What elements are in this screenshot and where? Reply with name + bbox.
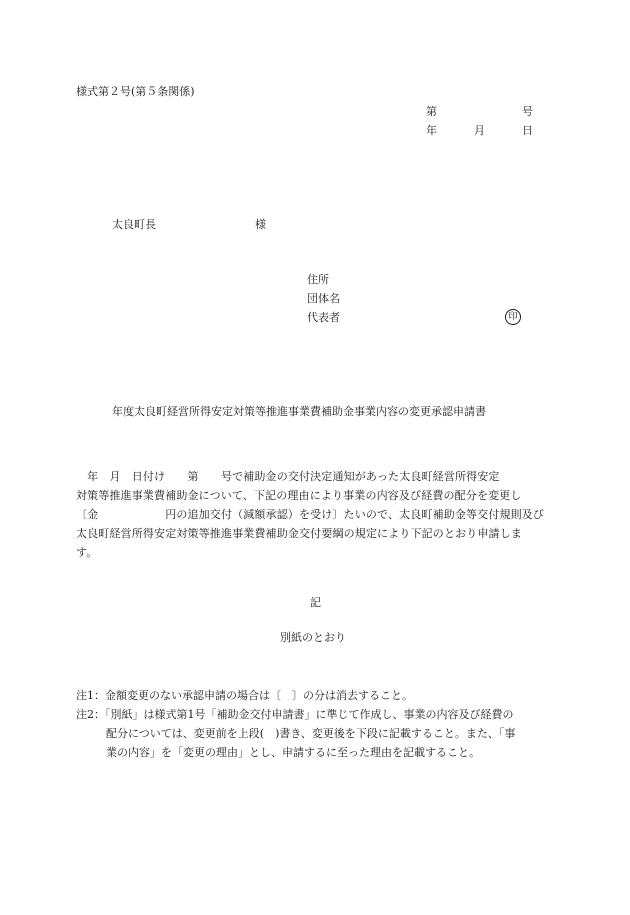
seal-mark: 印: [505, 309, 521, 325]
attachment-note: 別紙のとおり: [280, 631, 346, 644]
note-2-line: 注2：「別紙」は様式第1号「補助金交付申請書」に準じて作成し、事業の内容及び経費の: [76, 708, 514, 721]
organization-label: 団体名: [307, 292, 340, 305]
doc-number-prefix: 第: [426, 105, 437, 118]
address-label: 住所: [307, 273, 329, 286]
doc-number-suffix: 号: [522, 105, 533, 118]
note-2-line: 業の内容」を「変更の理由」とし、申請するに至った理由を記載すること。: [106, 746, 480, 759]
body-line: 〔金 円の追加交付（減額承認）を受け〕たいので、太良町補助金等交付規則及び: [76, 508, 545, 521]
note-1: [76, 686, 576, 705]
note-2: [76, 705, 576, 762]
ki-heading: 記: [310, 596, 321, 609]
date-month: 月: [474, 124, 485, 137]
note-1-text: 注1：金額変更のない承認申請の場合は〔 〕の分は消去すること。: [76, 689, 413, 702]
body-line: 年 月 日付け 第 号で補助金の交付決定通知があった太良町経営所得安定: [76, 470, 500, 483]
date-year: 年: [426, 124, 437, 137]
body-line: 対策等推進事業費補助金について、下記の理由により事業の内容及び経費の配分を変更し: [76, 489, 522, 502]
body-line: 太良町経営所得安定対策等推進事業費補助金交付要綱の規定により下記のとおり申請しま: [76, 527, 522, 540]
form-id: 様式第２号(第５条関係): [76, 85, 195, 98]
addressee-honorific: 様: [255, 218, 266, 231]
date-day: 日: [522, 124, 533, 137]
document-title: 年度太良町経営所得安定対策等推進事業費補助金事業内容の変更承認申請書: [112, 405, 486, 418]
addressee-title: 太良町長: [112, 218, 156, 231]
body-line: す。: [76, 546, 98, 559]
note-2-line: 配分については、変更前を上段( )書き、変更後を下段に記載すること。また、「事: [106, 727, 516, 740]
representative-label: 代表者: [307, 311, 340, 324]
body-paragraph: [76, 467, 560, 562]
